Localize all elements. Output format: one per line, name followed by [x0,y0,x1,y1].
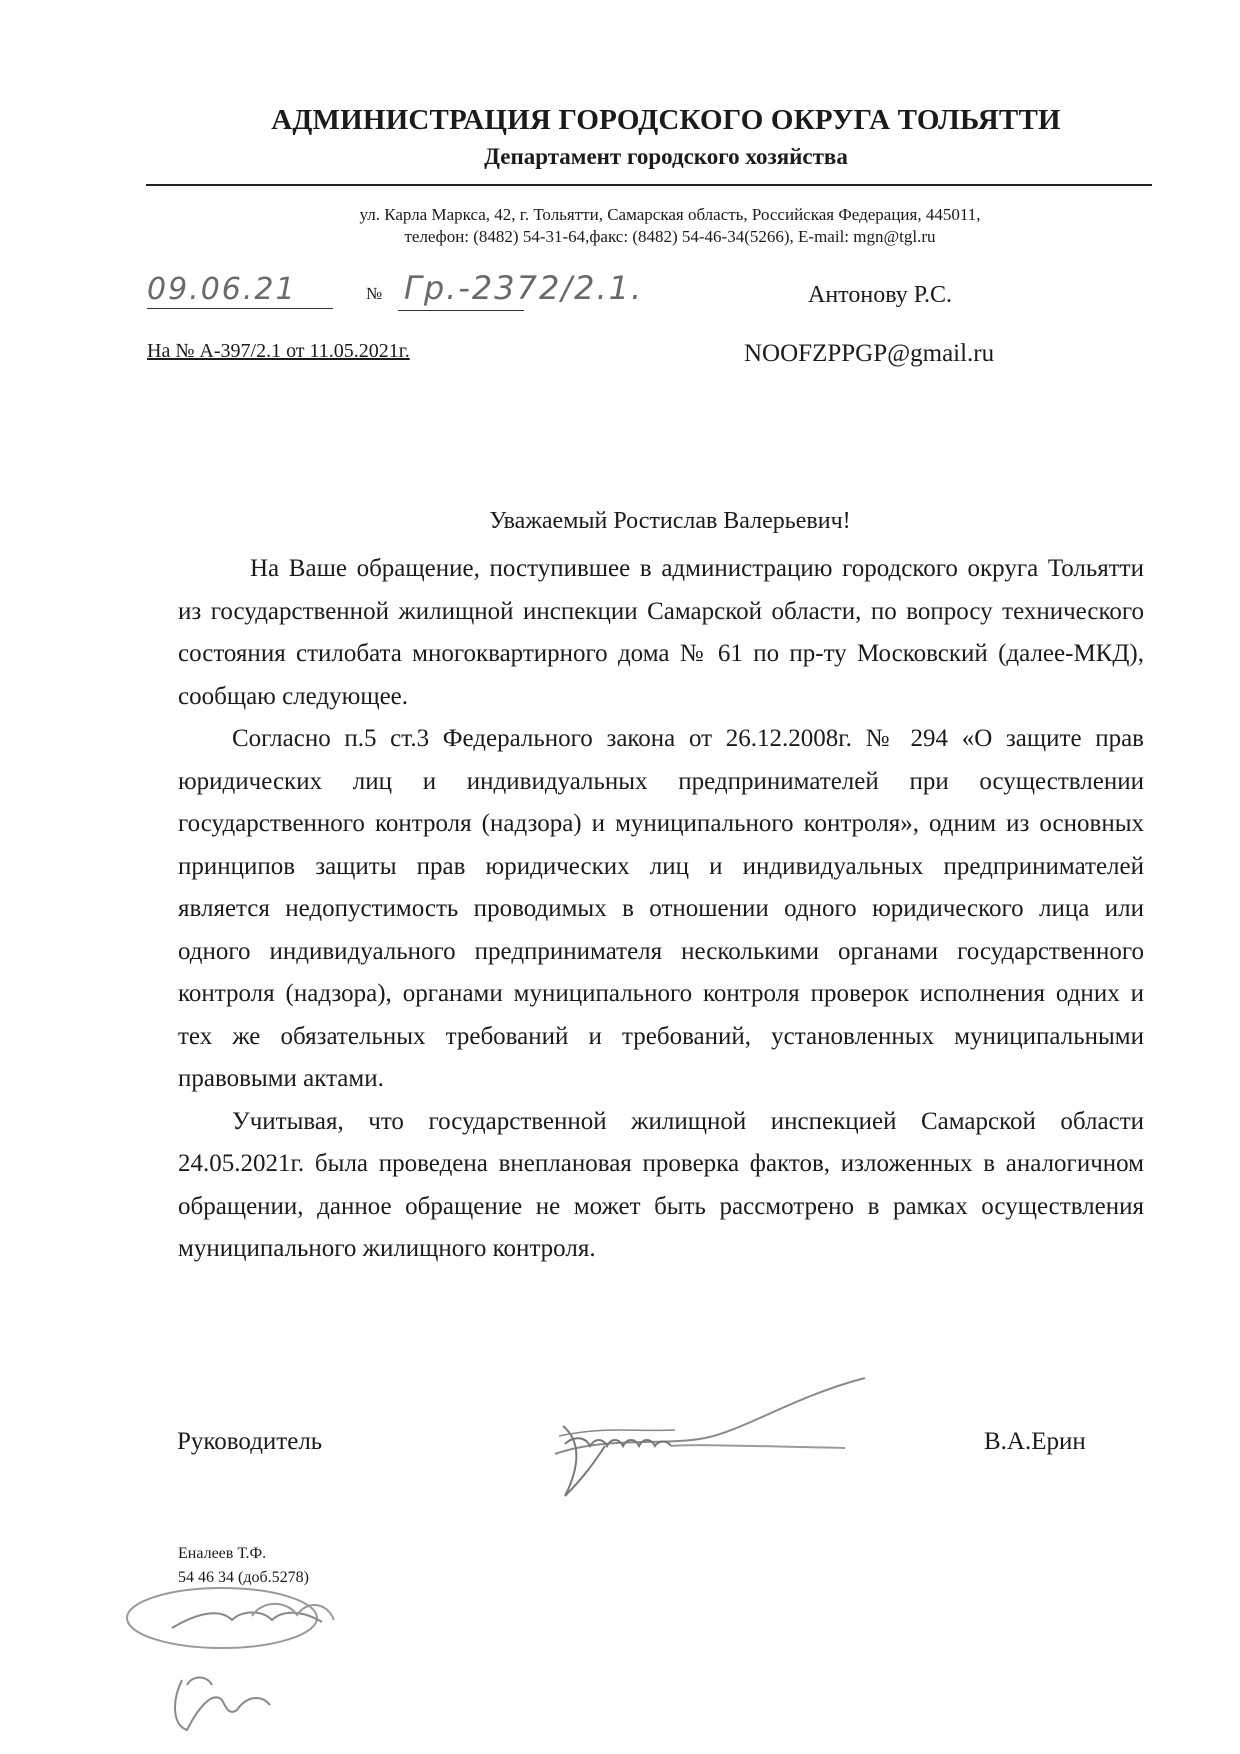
paragraph-1: На Ваше обращение, поступившее в администрацию городского округа Тольятти из государственной жилищной инспекции Самарской области, по вопросу технического состояния стилобата многоквартирного дома № 61 по пр-ту Московский (далее-МКД), сообщаю следующее. [178,555,1144,710]
reference-line: На № А-397/2.1 от 11.05.2021г. [147,340,410,362]
recipient-name: Антонову Р.С. [808,282,953,308]
salutation: Уважаемый Ростислав Валерьевич! [489,508,851,534]
number-label: № [366,284,383,303]
paragraph-3: Учитывая, что государственной жилищной инспекцией Самарской области 24.05.2021г. была проведена внеплановая проверка фактов, изложенных в аналогичном обращении, данное обращение не может быть рассмотрено в рамках осуществления муниципального жилищного контроля. [178,1107,1144,1262]
signature-icon [545,1366,885,1506]
department-title: Департамент городского хозяйства [484,144,848,169]
signer-position: Руководитель [177,1428,323,1455]
registration-number: Гр.-2372/2.1. [404,269,644,307]
letter-body [178,548,1144,1271]
address-line-2: телефон: (8482) 54-31-64,факс: (8482) 54-46-34(5266), E-mail: mgn@tgl.ru [404,227,936,246]
registration-date: 09.06.21 [147,272,333,309]
signer-name: В.А.Ерин [984,1428,1086,1455]
executor-name: Еналеев Т.Ф. [178,1545,267,1562]
address-line-1: ул. Карла Маркса, 42, г. Тольятти, Самарская область, Российская Федерация, 445011, [359,205,981,224]
header-divider [146,184,1152,186]
organization-title: АДМИНИСТРАЦИЯ ГОРОДСКОГО ОКРУГА ТОЛЬЯТТИ [271,104,1061,136]
paragraph-2: Согласно п.5 ст.3 Федерального закона от 26.12.2008г. № 294 «О защите прав юридических лиц и индивидуальных предпринимателей при осуществлении государственного контроля (надзора) и муниципального контроля», одним из основных принципов защиты прав юридических лиц и индивидуальных предпринимателей является недопустимость проводимых в отношении одного юридического лица или одного индивидуального предпринимателя несколькими органами государственного контроля (надзора), органами муниципального контроля проверок исполнения одних и тех же обязательных требований и требований, установленных муниципальными правовыми актами. [178,725,1144,1092]
executor-phone: 54 46 34 (доб.5278) [178,1569,309,1586]
recipient-email: NOOFZPPGP@gmail.ru [744,340,995,367]
approval-initials-icon [112,1580,372,1740]
